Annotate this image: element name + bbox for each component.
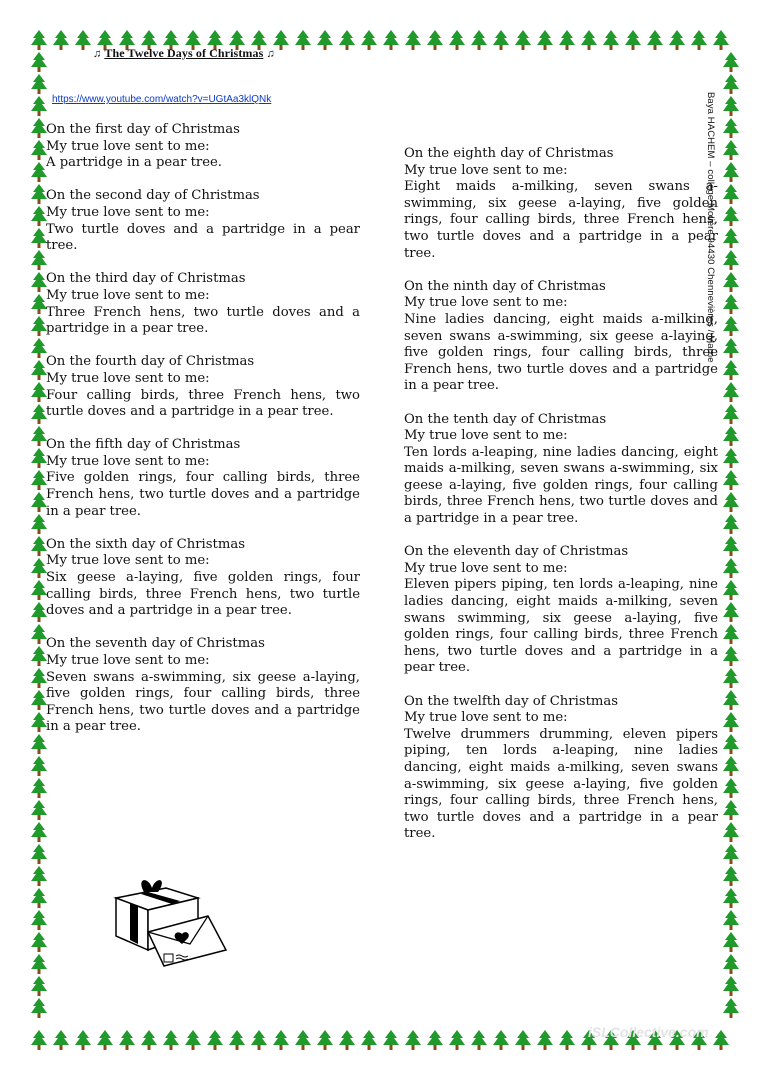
verse-day-6 bbox=[46, 537, 360, 620]
christmas-tree-icon bbox=[30, 778, 48, 800]
christmas-tree-icon bbox=[30, 954, 48, 976]
verse-gifts: Nine ladies dancing, eight maids a-milking, seven swans a-swimming, six geese a-laying, five golden rings, four calling birds, three French hens, two turtle doves and a partridge in a pear tree. bbox=[404, 311, 718, 394]
christmas-tree-icon bbox=[722, 404, 740, 426]
christmas-tree-icon bbox=[722, 492, 740, 514]
christmas-tree-icon bbox=[722, 822, 740, 844]
christmas-tree-icon bbox=[722, 514, 740, 536]
christmas-tree-icon bbox=[558, 30, 576, 52]
christmas-tree-icon bbox=[228, 1030, 246, 1052]
christmas-tree-icon bbox=[360, 1030, 378, 1052]
christmas-tree-icon bbox=[30, 756, 48, 778]
verse-day-4 bbox=[46, 354, 360, 420]
christmas-tree-icon bbox=[722, 932, 740, 954]
christmas-tree-icon bbox=[470, 30, 488, 52]
christmas-tree-icon bbox=[722, 690, 740, 712]
verse-day-3 bbox=[46, 271, 360, 337]
christmas-tree-icon bbox=[722, 74, 740, 96]
christmas-tree-icon bbox=[722, 294, 740, 316]
youtube-link[interactable]: https://www.youtube.com/watch?v=UGtAa3klQNk bbox=[52, 94, 272, 105]
verse-line: My true love sent to me: bbox=[404, 162, 568, 178]
verse-heading: On the eleventh day of Christmas bbox=[404, 544, 629, 560]
christmas-tree-icon bbox=[30, 30, 48, 52]
verse-day-8 bbox=[404, 146, 718, 262]
christmas-tree-icon bbox=[74, 1030, 92, 1052]
christmas-tree-icon bbox=[294, 30, 312, 52]
title-text: The Twelve Days of Christmas bbox=[104, 46, 264, 60]
christmas-tree-icon bbox=[722, 976, 740, 998]
christmas-tree-icon bbox=[712, 30, 730, 52]
christmas-tree-icon bbox=[690, 30, 708, 52]
christmas-tree-icon bbox=[722, 338, 740, 360]
christmas-tree-icon bbox=[448, 30, 466, 52]
christmas-tree-icon bbox=[722, 250, 740, 272]
christmas-tree-icon bbox=[722, 96, 740, 118]
christmas-tree-icon bbox=[722, 118, 740, 140]
christmas-tree-icon bbox=[722, 140, 740, 162]
verse-gifts: Eleven pipers piping, ten lords a-leaping, nine ladies dancing, eight maids a-milking, seven swans swimming, six geese a-laying, five golden rings, four calling birds, three French hens, two turtle doves and a partridge in a pear tree. bbox=[404, 577, 718, 676]
verse-heading: On the ninth day of Christmas bbox=[404, 278, 606, 294]
christmas-tree-icon bbox=[492, 1030, 510, 1052]
verse-heading: On the twelfth day of Christmas bbox=[404, 693, 619, 709]
christmas-tree-icon bbox=[722, 360, 740, 382]
verse-heading: On the tenth day of Christmas bbox=[404, 411, 607, 427]
christmas-tree-icon bbox=[30, 932, 48, 954]
christmas-tree-icon bbox=[30, 822, 48, 844]
verse-gifts: Ten lords a-leaping, nine ladies dancing, eight maids a-milking, seven swans a-swimming, six geese a-laying, five golden rings, four calling birds, three French hens, two turtle doves and a partridge in a pear tree. bbox=[404, 444, 718, 527]
christmas-tree-icon bbox=[30, 976, 48, 998]
verse-heading: On the eighth day of Christmas bbox=[404, 146, 614, 161]
christmas-tree-icon bbox=[722, 888, 740, 910]
christmas-tree-icon bbox=[722, 998, 740, 1020]
verse-heading: On the seventh day of Christmas bbox=[46, 636, 265, 652]
christmas-tree-icon bbox=[52, 30, 70, 52]
verse-gifts: Three French hens, two turtle doves and a partridge in a pear tree. bbox=[46, 304, 360, 337]
christmas-tree-icon bbox=[722, 206, 740, 228]
christmas-tree-icon bbox=[338, 30, 356, 52]
christmas-tree-icon bbox=[316, 30, 334, 52]
verse-heading: On the first day of Christmas bbox=[46, 122, 240, 137]
verse-heading: On the fourth day of Christmas bbox=[46, 354, 255, 370]
verse-line: My true love sent to me: bbox=[46, 204, 210, 220]
christmas-tree-icon bbox=[30, 96, 48, 118]
christmas-tree-icon bbox=[30, 998, 48, 1020]
music-note-icon: ♫ bbox=[266, 48, 275, 60]
verse-line: My true love sent to me: bbox=[404, 295, 568, 311]
christmas-tree-icon bbox=[722, 624, 740, 646]
christmas-tree-icon bbox=[272, 1030, 290, 1052]
author-credit: Baya HACHEM – collège Molière 94430 Chennevières / Marne bbox=[705, 92, 716, 363]
verse-line: My true love sent to me: bbox=[404, 560, 568, 576]
christmas-tree-icon bbox=[536, 30, 554, 52]
christmas-tree-icon bbox=[558, 1030, 576, 1052]
christmas-tree-icon bbox=[30, 800, 48, 822]
christmas-tree-icon bbox=[722, 580, 740, 602]
verse-heading: On the third day of Christmas bbox=[46, 271, 246, 287]
christmas-tree-icon bbox=[722, 536, 740, 558]
christmas-tree-icon bbox=[668, 30, 686, 52]
christmas-tree-icon bbox=[722, 382, 740, 404]
christmas-tree-icon bbox=[448, 1030, 466, 1052]
christmas-tree-icon bbox=[338, 1030, 356, 1052]
christmas-tree-icon bbox=[52, 1030, 70, 1052]
verse-day-11 bbox=[404, 544, 718, 677]
christmas-tree-icon bbox=[30, 52, 48, 74]
christmas-tree-icon bbox=[580, 30, 598, 52]
verse-line: My true love sent to me: bbox=[46, 287, 210, 303]
verse-day-10 bbox=[404, 412, 718, 528]
watermark: iSLCollective.com bbox=[588, 1024, 709, 1040]
verse-day-7 bbox=[46, 636, 360, 736]
verse-gifts: Five golden rings, four calling birds, three French hens, two turtle doves and a partridge in a pear tree. bbox=[46, 470, 360, 519]
verse-gifts: A partridge in a pear tree. bbox=[46, 155, 222, 171]
music-note-icon: ♫ bbox=[93, 48, 102, 60]
christmas-tree-icon bbox=[722, 910, 740, 932]
christmas-tree-icon bbox=[722, 778, 740, 800]
verse-line: My true love sent to me: bbox=[404, 710, 568, 726]
verse-line: My true love sent to me: bbox=[46, 370, 210, 386]
christmas-tree-icon bbox=[722, 866, 740, 888]
christmas-tree-icon bbox=[722, 426, 740, 448]
christmas-tree-icon bbox=[722, 316, 740, 338]
christmas-tree-icon bbox=[624, 30, 642, 52]
christmas-tree-icon bbox=[646, 30, 664, 52]
christmas-tree-icon bbox=[722, 844, 740, 866]
christmas-tree-icon bbox=[118, 1030, 136, 1052]
gift-box-icon bbox=[108, 870, 233, 970]
christmas-tree-icon bbox=[250, 1030, 268, 1052]
verse-line: My true love sent to me: bbox=[46, 138, 210, 154]
christmas-tree-icon bbox=[140, 1030, 158, 1052]
christmas-tree-icon bbox=[30, 888, 48, 910]
christmas-tree-icon bbox=[722, 448, 740, 470]
verse-heading: On the fifth day of Christmas bbox=[46, 437, 241, 453]
christmas-tree-icon bbox=[722, 228, 740, 250]
verse-heading: On the second day of Christmas bbox=[46, 188, 260, 204]
verse-gifts: Four calling birds, three French hens, two turtle doves and a partridge in a pear tree. bbox=[46, 387, 360, 420]
christmas-tree-icon bbox=[722, 712, 740, 734]
christmas-tree-icon bbox=[722, 602, 740, 624]
verse-line: My true love sent to me: bbox=[404, 428, 568, 444]
christmas-tree-icon bbox=[602, 30, 620, 52]
verse-gifts: Two turtle doves and a partridge in a pear tree. bbox=[46, 221, 360, 254]
christmas-tree-icon bbox=[722, 162, 740, 184]
christmas-tree-icon bbox=[206, 1030, 224, 1052]
christmas-tree-icon bbox=[30, 74, 48, 96]
christmas-tree-icon bbox=[426, 30, 444, 52]
verse-day-12 bbox=[404, 694, 718, 843]
verse-gifts: Seven swans a-swimming, six geese a-laying, five golden rings, four calling birds, three French hens, two turtle doves and a partridge in a pear tree. bbox=[46, 669, 360, 735]
christmas-tree-icon bbox=[722, 52, 740, 74]
christmas-tree-icon bbox=[360, 30, 378, 52]
verse-day-1 bbox=[46, 122, 360, 172]
christmas-tree-icon bbox=[722, 800, 740, 822]
verse-line: My true love sent to me: bbox=[46, 453, 210, 469]
page-title bbox=[90, 46, 278, 61]
verse-day-9 bbox=[404, 279, 718, 395]
verse-heading: On the sixth day of Christmas bbox=[46, 536, 245, 552]
christmas-tree-icon bbox=[536, 1030, 554, 1052]
christmas-tree-icon bbox=[722, 954, 740, 976]
christmas-tree-icon bbox=[722, 734, 740, 756]
christmas-tree-icon bbox=[722, 756, 740, 778]
christmas-tree-icon bbox=[722, 558, 740, 580]
christmas-tree-icon bbox=[722, 184, 740, 206]
christmas-tree-icon bbox=[514, 1030, 532, 1052]
right-column bbox=[404, 146, 718, 860]
christmas-tree-icon bbox=[492, 30, 510, 52]
christmas-tree-icon bbox=[30, 866, 48, 888]
verse-line: My true love sent to me: bbox=[46, 653, 210, 668]
verse-gifts: Twelve drummers drumming, eleven pipers piping, ten lords a-leaping, nine ladies dancing, eight maids a-milking, seven swans a-swimming, six geese a-laying, five golden rings, four calling birds, three French hens, two turtle doves and a partridge in a pear tree. bbox=[404, 726, 718, 842]
left-column bbox=[46, 122, 360, 753]
christmas-tree-icon bbox=[712, 1030, 730, 1052]
verse-day-2 bbox=[46, 188, 360, 254]
christmas-tree-icon bbox=[30, 910, 48, 932]
christmas-tree-icon bbox=[722, 272, 740, 294]
christmas-tree-icon bbox=[722, 668, 740, 690]
verse-gifts: Eight maids a-milking, seven swans a-swimming, six geese a-laying, five golden rings, four calling birds, three French hens, two turtle doves and a partridge in a pear tree. bbox=[404, 179, 718, 261]
christmas-tree-icon bbox=[382, 30, 400, 52]
verse-day-5 bbox=[46, 437, 360, 520]
christmas-tree-icon bbox=[184, 1030, 202, 1052]
christmas-tree-icon bbox=[404, 1030, 422, 1052]
verse-gifts: Six geese a-laying, five golden rings, four calling birds, three French hens, two turtle doves and a partridge in a pear tree. bbox=[46, 570, 360, 619]
christmas-tree-icon bbox=[722, 646, 740, 668]
christmas-tree-icon bbox=[426, 1030, 444, 1052]
christmas-tree-icon bbox=[514, 30, 532, 52]
christmas-tree-icon bbox=[722, 470, 740, 492]
christmas-tree-icon bbox=[162, 1030, 180, 1052]
christmas-tree-icon bbox=[30, 1030, 48, 1052]
christmas-tree-icon bbox=[294, 1030, 312, 1052]
christmas-tree-icon bbox=[316, 1030, 334, 1052]
christmas-tree-icon bbox=[96, 1030, 114, 1052]
christmas-tree-icon bbox=[404, 30, 422, 52]
verse-line: My true love sent to me: bbox=[46, 553, 210, 569]
christmas-tree-icon bbox=[382, 1030, 400, 1052]
christmas-tree-icon bbox=[470, 1030, 488, 1052]
christmas-tree-icon bbox=[30, 844, 48, 866]
